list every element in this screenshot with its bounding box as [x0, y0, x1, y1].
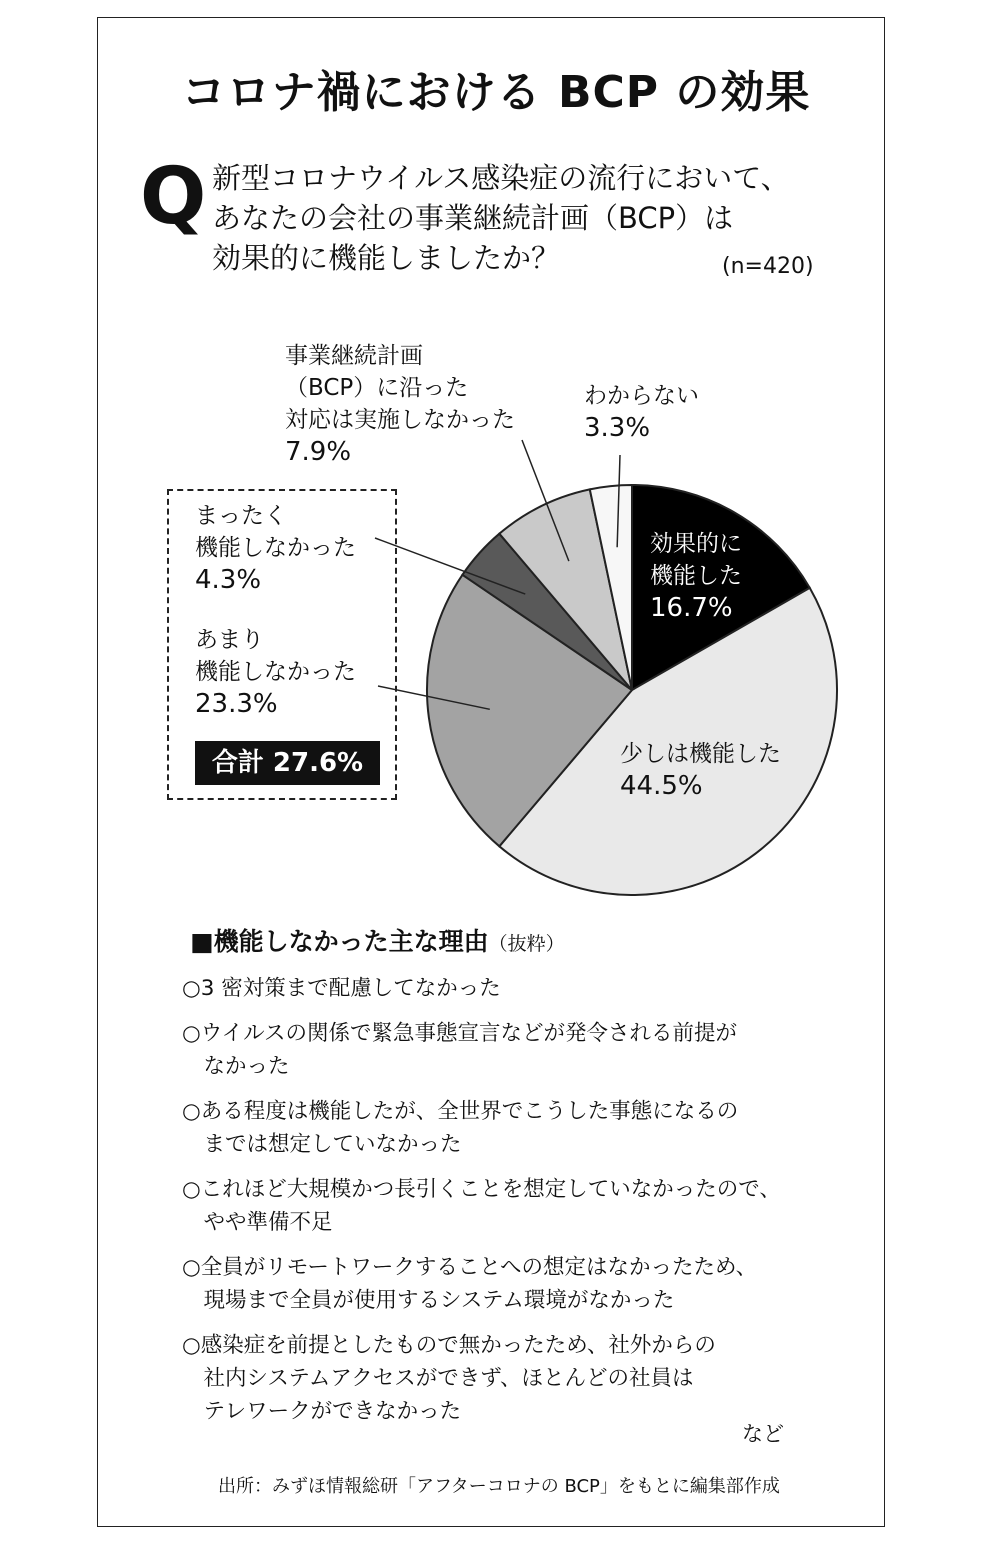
slice-label-4: 事業継続計画 （BCP）に沿った 対応は実施しなかった 7.9% [285, 343, 515, 467]
reasons-list [182, 972, 781, 1440]
slice-label-2: あまり 機能しなかった 23.3% [195, 627, 356, 719]
list-item: ○全員がリモートワークすることへの想定はなかったため、 現場まで全員が使用するシステム環境がなかった [182, 1255, 758, 1313]
source-note: 出所：みずほ情報総研「アフターコロナの BCP」をもとに編集部作成 [218, 1476, 780, 1497]
list-item: ○感染症を前提としたもので無かったため、社外からの 社内システムアクセスができず、ほとんどの社員は テレワークができなかった [182, 1333, 716, 1424]
etc-note: など [742, 1422, 784, 1446]
list-item: ○ある程度は機能したが、全世界でこうした事態になるの までは想定していなかった [182, 1099, 739, 1157]
list-item: ○これほど大規模かつ長引くことを想定していなかったので、 やや準備不足 [182, 1177, 781, 1235]
question-mark: Q [140, 152, 207, 242]
list-item: ○3 密対策まで配慮してなかった [182, 976, 501, 1001]
slice-label-0: 効果的に 機能した 16.7% [650, 531, 742, 623]
slice-label-5: わからない 3.3% [584, 383, 699, 443]
reasons-heading: ■機能しなかった主な理由（抜粋） [190, 927, 565, 956]
sample-size: (n=420) [722, 254, 814, 279]
slice-label-1: 少しは機能した 44.5% [620, 741, 781, 801]
question-text: 新型コロナウイルス感染症の流行において、 あなたの会社の事業継続計画（BCP）は 効果的に機能しましたか？ [212, 161, 790, 275]
slice-label-3: まったく 機能しなかった 4.3% [195, 503, 356, 595]
list-item: ○ウイルスの関係で緊急事態宣言などが発令される前提が なかった [182, 1021, 737, 1079]
group-total-badge: 合計 27.6% [195, 741, 380, 785]
chart-title: コロナ禍における BCP の効果 [181, 67, 811, 118]
